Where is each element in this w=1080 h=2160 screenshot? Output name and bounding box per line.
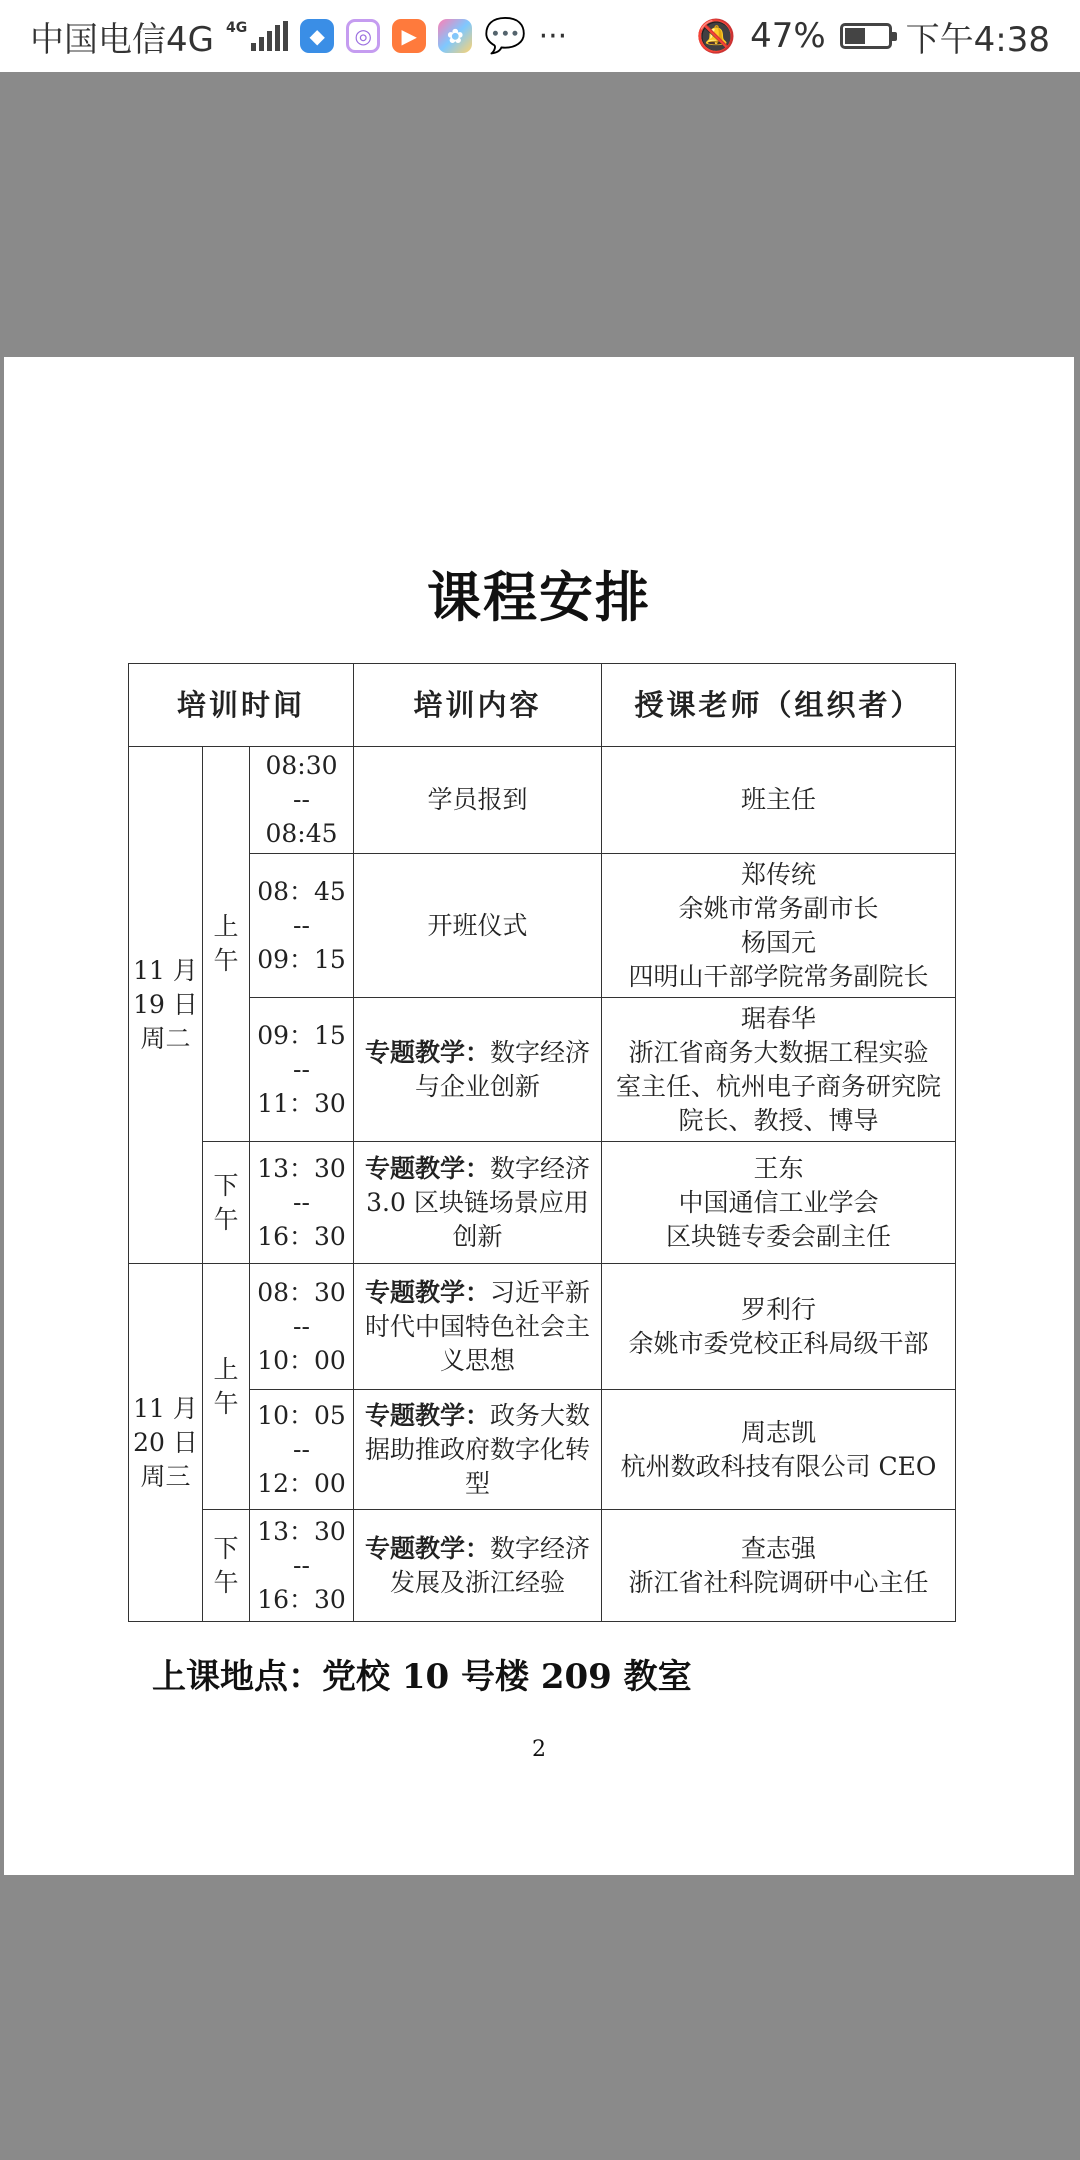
table-row <box>129 1142 956 1264</box>
table-row <box>129 854 956 998</box>
period-cell <box>203 1264 250 1510</box>
time-cell: 09：15 -- 11：30 <box>250 998 354 1142</box>
more-icon: ··· <box>538 18 568 54</box>
page-number: 2 <box>532 1737 546 1762</box>
table-header-row <box>129 664 956 747</box>
topic-prefix: 专题教学： <box>364 1533 490 1563</box>
content-cell: 开班仪式 <box>354 854 602 998</box>
table-row <box>129 998 956 1142</box>
time-cell: 08:30 -- 08:45 <box>250 747 354 854</box>
header-time: 培训时间 <box>129 664 354 747</box>
schedule-table <box>128 663 956 1622</box>
table-row <box>129 1510 956 1622</box>
battery-icon <box>840 23 892 49</box>
topic-prefix: 专题教学： <box>364 1277 490 1307</box>
status-bar <box>0 0 1080 72</box>
period-label: 下午 <box>213 1170 239 1234</box>
teacher-cell: 琚春华 浙江省商务大数据工程实验 室主任、杭州电子商务研究院 院长、教授、博导 <box>602 998 956 1142</box>
period-cell <box>203 1510 250 1622</box>
teacher-cell: 罗利行 余姚市委党校正科局级干部 <box>602 1264 956 1390</box>
period-cell <box>203 747 250 1142</box>
signal-icon <box>226 21 288 51</box>
clock: 下午4:38 <box>905 19 1050 60</box>
period-cell <box>203 1142 250 1264</box>
content-cell: 专题教学：数字经济与企业创新 <box>354 998 602 1142</box>
table-row <box>129 1264 956 1390</box>
header-content: 培训内容 <box>354 664 602 747</box>
content-cell: 专题教学：政务大数据助推政府数字化转型 <box>354 1390 602 1510</box>
content-cell: 学员报到 <box>354 747 602 854</box>
time-cell: 08：45 -- 09：15 <box>250 854 354 998</box>
period-label: 上午 <box>213 1354 239 1418</box>
topic-prefix: 专题教学： <box>364 1037 490 1067</box>
content-cell: 专题教学：数字经济发展及浙江经验 <box>354 1510 602 1622</box>
venue-text: 上课地点：党校 10 号楼 209 教室 <box>152 1657 692 1697</box>
topic-prefix: 专题教学： <box>364 1400 490 1430</box>
bell-off-icon: 🔕 <box>696 17 737 55</box>
page-title: 课程安排 <box>427 566 651 629</box>
message-icon: 💬 <box>484 16 527 56</box>
teacher-cell: 班主任 <box>602 747 956 854</box>
network-badge: 4G <box>225 20 248 36</box>
date-cell: 11 月 20 日 周三 <box>129 1264 203 1622</box>
video-app-icon: ▶ <box>392 19 426 53</box>
time-cell: 13：30 -- 16：30 <box>250 1142 354 1264</box>
time-cell: 08：30 -- 10：00 <box>250 1264 354 1390</box>
chat-app-icon: ◎ <box>346 19 380 53</box>
teacher-cell: 周志凯 杭州数政科技有限公司 CEO <box>602 1390 956 1510</box>
document-page <box>4 357 1074 1875</box>
table-row <box>129 1390 956 1510</box>
teacher-cell: 王东 中国通信工业学会 区块链专委会副主任 <box>602 1142 956 1264</box>
carrier-label: 中国电信4G <box>30 19 214 60</box>
date-cell: 11 月 19 日 周二 <box>129 747 203 1264</box>
battery-percent: 47% <box>750 16 826 56</box>
period-label: 下午 <box>213 1533 239 1597</box>
period-label: 上午 <box>213 912 239 975</box>
table-row <box>129 747 956 854</box>
shield-app-icon: ◆ <box>300 19 334 53</box>
topic-prefix: 专题教学： <box>364 1153 490 1183</box>
header-teacher: 授课老师（组织者） <box>602 664 956 747</box>
teacher-cell: 查志强 浙江省社科院调研中心主任 <box>602 1510 956 1622</box>
time-cell: 13：30 -- 16：30 <box>250 1510 354 1622</box>
teacher-cell: 郑传统 余姚市常务副市长 杨国元 四明山干部学院常务副院长 <box>602 854 956 998</box>
content-cell: 专题教学：习近平新时代中国特色社会主义思想 <box>354 1264 602 1390</box>
time-cell: 10：05 -- 12：00 <box>250 1390 354 1510</box>
content-cell: 专题教学：数字经济 3.0 区块链场景应用创新 <box>354 1142 602 1264</box>
photos-app-icon: ✿ <box>438 19 472 53</box>
